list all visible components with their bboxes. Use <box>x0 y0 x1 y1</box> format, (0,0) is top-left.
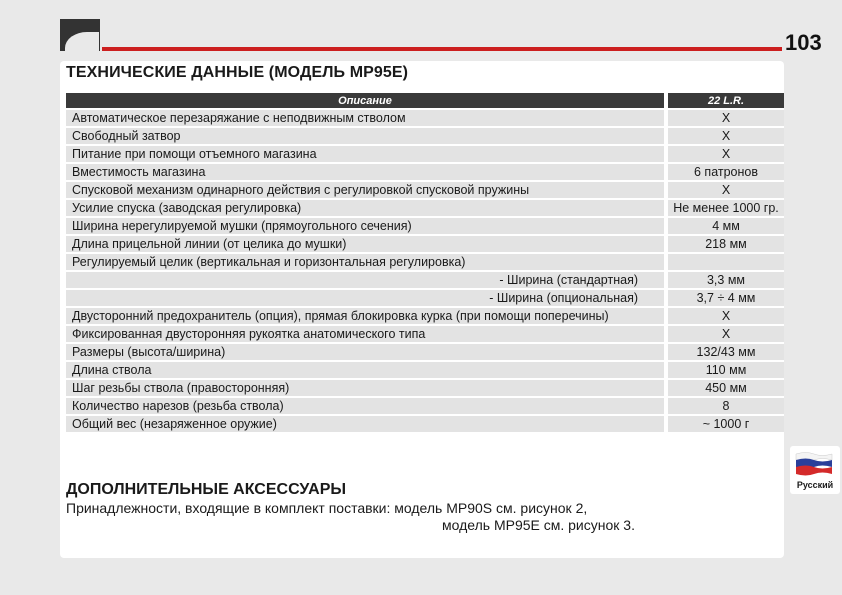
spec-label: - Ширина (стандартная) <box>66 272 664 288</box>
spec-label: Размеры (высота/ширина) <box>66 344 664 360</box>
language-tab[interactable] <box>790 446 840 494</box>
spec-row <box>66 236 784 252</box>
specs-table <box>66 91 784 434</box>
spec-value: X <box>668 110 784 126</box>
specs-header-row <box>66 93 784 108</box>
spec-label: Фиксированная двусторонняя рукоятка анатомического типа <box>66 326 664 342</box>
spec-row <box>66 200 784 216</box>
spec-label: Питание при помощи отъемного магазина <box>66 146 664 162</box>
spec-row <box>66 344 784 360</box>
spec-label: Автоматическое перезаряжание с неподвижным стволом <box>66 110 664 126</box>
spec-label: Усилие спуска (заводская регулировка) <box>66 200 664 216</box>
specs-body <box>66 110 784 432</box>
spec-row <box>66 290 784 306</box>
spec-label: Свободный затвор <box>66 128 664 144</box>
spec-row <box>66 326 784 342</box>
spec-label: Количество нарезов (резьба ствола) <box>66 398 664 414</box>
spec-value: X <box>668 128 784 144</box>
language-label: Русский <box>796 480 834 490</box>
col-header-value: 22 L.R. <box>668 93 784 108</box>
spec-label: Регулируемый целик (вертикальная и горизонтальная регулировка) <box>66 254 664 270</box>
spec-value: 3,7 ÷ 4 мм <box>668 290 784 306</box>
spec-row <box>66 182 784 198</box>
spec-value: 6 патронов <box>668 164 784 180</box>
spec-value: X <box>668 182 784 198</box>
spec-row <box>66 218 784 234</box>
spec-label: Вместимость магазина <box>66 164 664 180</box>
spec-row <box>66 362 784 378</box>
spec-label: Длина прицельной линии (от целика до мушки) <box>66 236 664 252</box>
spec-value: Не менее 1000 гр. <box>668 200 784 216</box>
spec-value: X <box>668 308 784 324</box>
spec-value: 218 мм <box>668 236 784 252</box>
spec-value: 8 <box>668 398 784 414</box>
spec-label: Шаг резьбы ствола (правосторонняя) <box>66 380 664 396</box>
spec-value: X <box>668 146 784 162</box>
spec-label: Двусторонний предохранитель (опция), прямая блокировка курка (при помощи поперечины) <box>66 308 664 324</box>
spec-label: Длина ствола <box>66 362 664 378</box>
spec-row <box>66 164 784 180</box>
russian-flag-icon <box>794 451 834 477</box>
spec-row <box>66 272 784 288</box>
accessories-text <box>66 500 635 534</box>
spec-label: Общий вес (незаряженное оружие) <box>66 416 664 432</box>
spec-row <box>66 110 784 126</box>
spec-row <box>66 254 784 270</box>
col-header-description: Описание <box>66 93 664 108</box>
spec-value <box>668 254 784 270</box>
spec-value: X <box>668 326 784 342</box>
spec-value: 132/43 мм <box>668 344 784 360</box>
header-red-rule <box>102 47 782 51</box>
spec-value: 450 мм <box>668 380 784 396</box>
page-number: 103 <box>785 30 822 55</box>
spec-row <box>66 146 784 162</box>
spec-value: 4 мм <box>668 218 784 234</box>
spec-value: ~ 1000 г <box>668 416 784 432</box>
spec-row <box>66 416 784 432</box>
specs-title: ТЕХНИЧЕСКИЕ ДАННЫЕ (МОДЕЛЬ MP95E) <box>66 64 409 81</box>
accessories-title: ДОПОЛНИТЕЛЬНЫЕ АКСЕССУАРЫ <box>66 481 347 498</box>
spec-row <box>66 308 784 324</box>
spec-row <box>66 128 784 144</box>
spec-row <box>66 380 784 396</box>
spec-row <box>66 398 784 414</box>
spec-value: 3,3 мм <box>668 272 784 288</box>
accessories-line-1: Принадлежности, входящие в комплект поставки: модель MP90S см. рисунок 2, <box>66 500 588 516</box>
spec-label: - Ширина (опциональная) <box>66 290 664 306</box>
accessories-line-2: модель MP95E см. рисунок 3. <box>442 517 635 533</box>
spec-label: Спусковой механизм одинарного действия с регулировкой спусковой пружины <box>66 182 664 198</box>
spec-label: Ширина нерегулируемой мушки (прямоугольного сечения) <box>66 218 664 234</box>
spec-value: 110 мм <box>668 362 784 378</box>
